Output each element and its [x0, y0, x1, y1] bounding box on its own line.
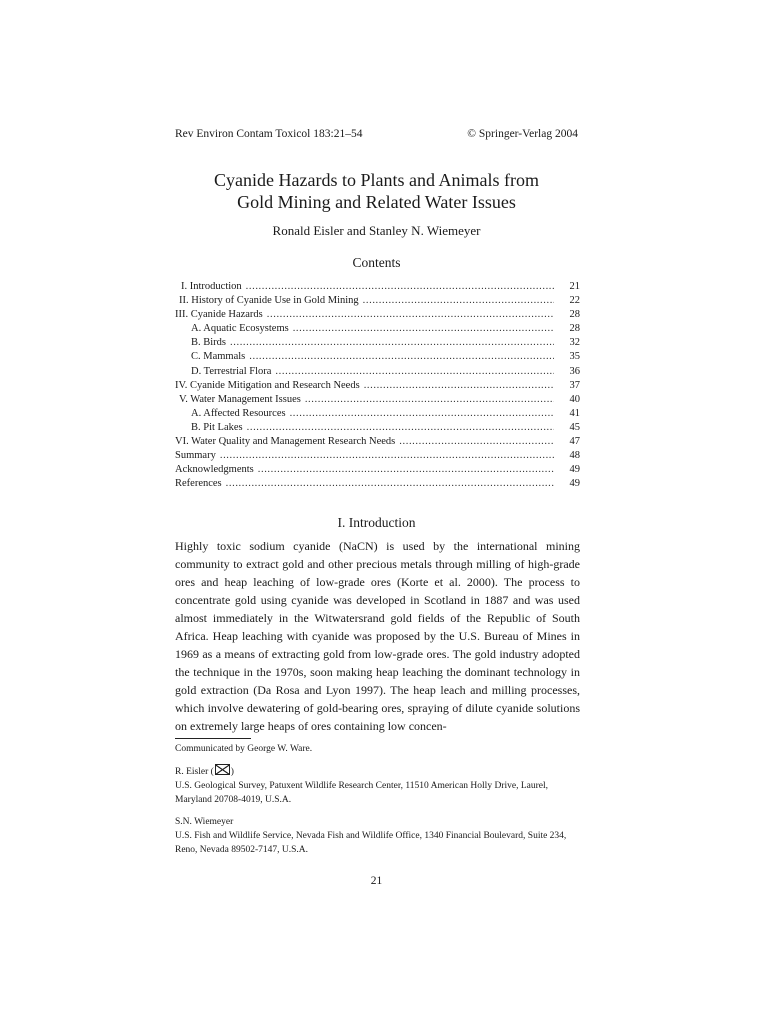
- toc-entry-label: III. Cyanide Hazards: [175, 309, 263, 321]
- toc-entry: [175, 421, 580, 435]
- toc-entry-page: 28: [569, 309, 580, 321]
- toc-leader-dots: [275, 365, 554, 379]
- author1-name-text: R. Eisler (: [175, 767, 214, 777]
- footnote-rule: [175, 738, 251, 739]
- toc-entry-label: I. Introduction: [181, 281, 242, 292]
- toc-entry-label: VI. Water Quality and Management Research Needs: [175, 436, 396, 448]
- toc-leader-dots: [267, 308, 554, 322]
- toc-entry-page: 21: [569, 281, 580, 292]
- toc-entry-label: II. History of Cyanide Use in Gold Mining: [179, 295, 359, 307]
- toc-entry-page: 36: [569, 365, 580, 377]
- toc-leader-dots: [363, 294, 554, 308]
- section-heading: I. Introduction: [337, 515, 416, 530]
- toc-entry: [175, 379, 580, 393]
- toc-leader-dots: [226, 477, 554, 491]
- toc-entry-page: 28: [569, 323, 580, 335]
- toc-entry-page: 48: [569, 450, 580, 462]
- toc-entry-page: 41: [569, 407, 580, 419]
- title-line-1: Cyanide Hazards to Plants and Animals from: [214, 170, 539, 190]
- toc-entry: [175, 407, 580, 421]
- title-line-2: Gold Mining and Related Water Issues: [237, 192, 516, 212]
- toc-entry-label: D. Terrestrial Flora: [191, 365, 272, 377]
- author2-note: [175, 815, 580, 857]
- toc-entry-page: 40: [569, 393, 580, 405]
- toc-leader-dots: [246, 280, 554, 294]
- toc-leader-dots: [249, 350, 554, 364]
- author1-name-close: ): [230, 767, 234, 777]
- toc-entry-page: 22: [569, 295, 580, 307]
- toc-entry: [175, 449, 580, 463]
- article-title: [100, 169, 653, 213]
- toc-entry-label: A. Aquatic Ecosystems: [191, 323, 289, 335]
- toc-entry-page: 32: [569, 337, 580, 349]
- toc-entry-label: B. Pit Lakes: [191, 421, 243, 433]
- toc-entry: [175, 322, 580, 336]
- toc-entry: [175, 350, 580, 364]
- toc-entry-page: 49: [569, 464, 580, 476]
- toc-entry-label: Summary: [175, 450, 216, 462]
- toc-entry-label: References: [175, 478, 222, 490]
- toc-entry-label: C. Mammals: [191, 351, 246, 363]
- toc-entry: [175, 308, 580, 322]
- author1-note: [175, 764, 580, 807]
- toc-entry-page: 37: [569, 379, 580, 391]
- toc-entry: [175, 435, 580, 449]
- page-number: 21: [370, 875, 383, 887]
- toc-entry-label: Acknowledgments: [175, 464, 254, 476]
- toc-entry: [175, 393, 580, 407]
- table-of-contents: [175, 280, 580, 491]
- communicated-text: Communicated by George W. Ware.: [175, 744, 313, 754]
- author1-affiliation: U.S. Geological Survey, Patuxent Wildlife Research Center, 11510 American Holly Drive, Laurel, Maryland 20708-4019, U.S.A.: [175, 781, 548, 805]
- running-head: [175, 128, 578, 140]
- toc-leader-dots: [230, 336, 554, 350]
- author2-name: S.N. Wiemeyer: [175, 817, 234, 827]
- author2-affiliation: U.S. Fish and Wildlife Service, Nevada Fish and Wildlife Office, 1340 Financial Boulevard, Suite 234, Reno, Nevada 89502-7147, U.S.A.: [175, 831, 567, 855]
- toc-entry-label: B. Birds: [191, 337, 227, 349]
- toc-entry-label: IV. Cyanide Mitigation and Research Needs: [175, 379, 360, 391]
- toc-entry-label: V. Water Management Issues: [179, 393, 301, 405]
- toc-entry: [175, 463, 580, 477]
- toc-entry-page: 47: [569, 436, 580, 448]
- toc-entry: [175, 280, 580, 294]
- footnotes: [175, 742, 580, 865]
- envelope-icon: [215, 764, 230, 775]
- toc-leader-dots: [293, 322, 554, 336]
- toc-leader-dots: [305, 393, 554, 407]
- toc-entry-page: 49: [569, 478, 580, 490]
- author1-name: [175, 764, 580, 779]
- toc-leader-dots: [247, 421, 554, 435]
- toc-leader-dots: [258, 463, 554, 477]
- toc-entry: [175, 365, 580, 379]
- contents-heading: Contents: [352, 255, 401, 270]
- toc-entry: [175, 294, 580, 308]
- toc-leader-dots: [399, 435, 554, 449]
- toc-leader-dots: [290, 407, 554, 421]
- toc-leader-dots: [364, 379, 554, 393]
- toc-entry-label: A. Affected Resources: [191, 407, 286, 419]
- toc-entry: [175, 477, 580, 491]
- toc-entry-page: 35: [569, 351, 580, 363]
- journal-citation: Rev Environ Contam Toxicol 183:21–54: [175, 128, 363, 140]
- toc-entry-page: 45: [569, 421, 580, 433]
- toc-leader-dots: [220, 449, 554, 463]
- communicated-note: [175, 742, 580, 756]
- toc-entry: [175, 336, 580, 350]
- body-paragraph: Highly toxic sodium cyanide (NaCN) is used by the international mining community to extract gold and other precious metals through milling of high-grade ores and heap leaching of low-grade ores (Korte et al. 2000). The process to concentrate gold using cyanide was developed in Scotland in 1887 and was used almost immediately in the Witwatersrand gold fields of the Republic of South Africa. Heap leaching with cyanide was proposed by the U.S. Bureau of Mines in 1969 as a means of extracting gold from low-grade ores. The gold industry adopted the technique in the 1970s, soon making heap leaching the dominant technology in gold extraction (Da Rosa and Lyon 1997). The heap leach and milling processes, which involve dewatering of gold-bearing ores, spraying of dilute cyanide solutions on extremely large heaps of ores containing low concen-: [175, 539, 580, 733]
- author-list: Ronald Eisler and Stanley N. Wiemeyer: [272, 223, 481, 238]
- copyright-notice: © Springer-Verlag 2004: [467, 128, 578, 140]
